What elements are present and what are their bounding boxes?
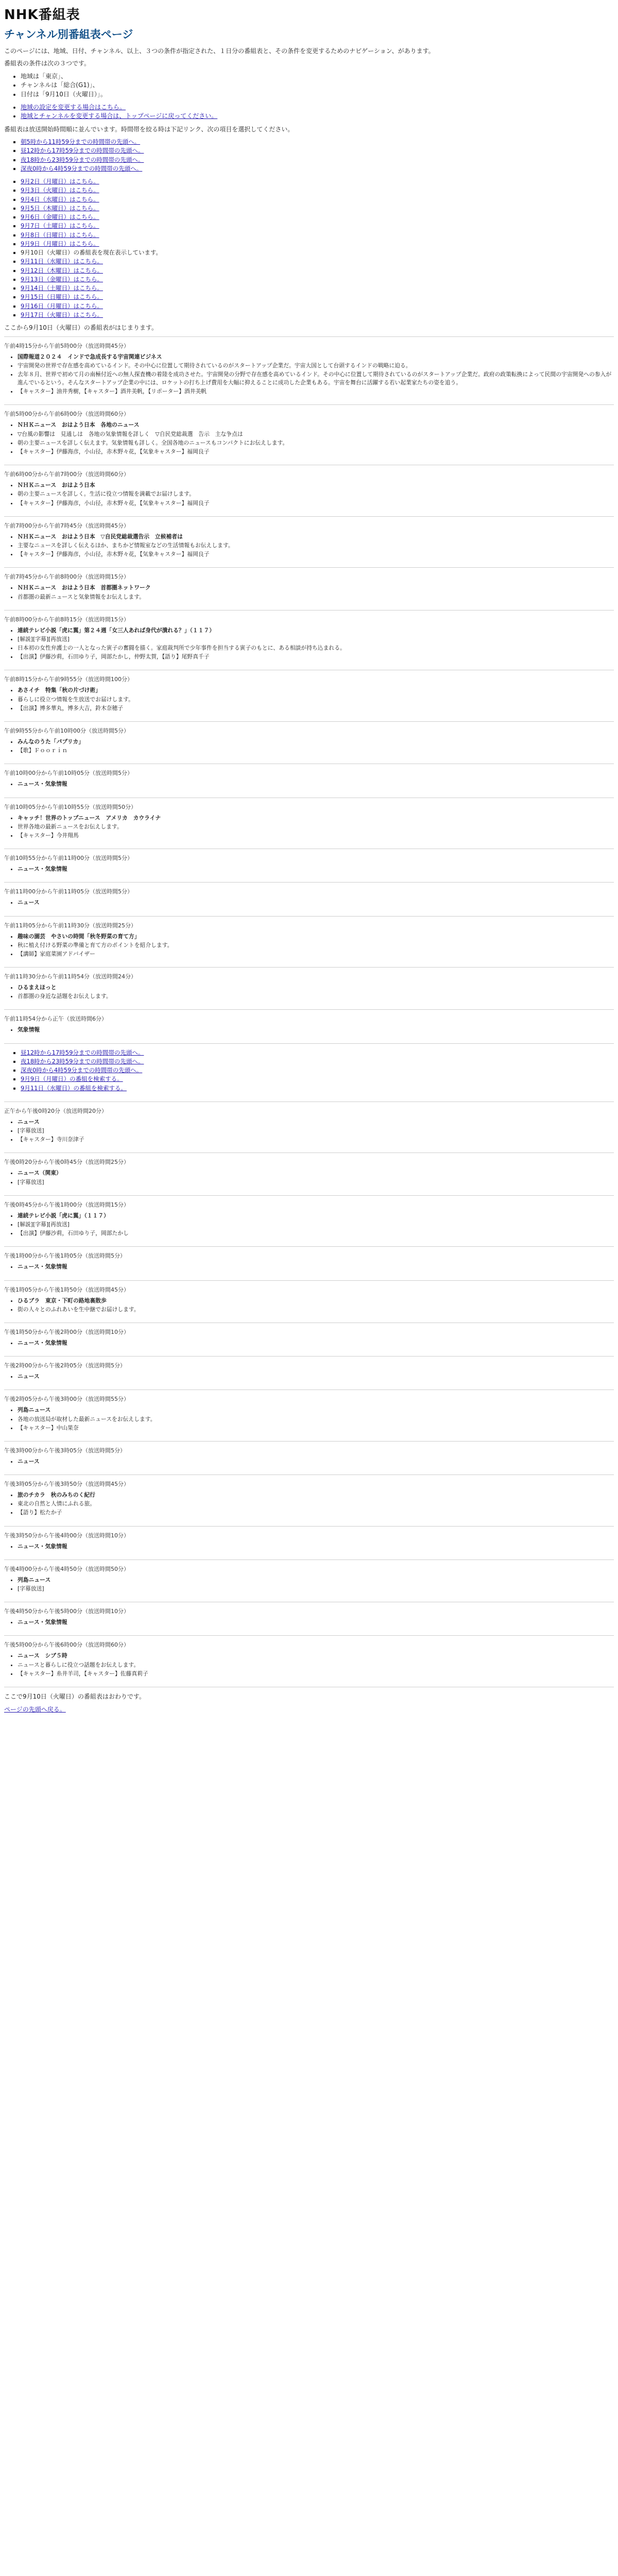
- program-detail-line: • 去年８月、世界で初めて月の南極付近への無人探査機の着陸を成功させた。宇宙開発の分野で存在感を高めているインド。その中心に位置して期待されているのがスタートアップ企業だ。政府の政策転換によって民間の宇宙開発への参入が進んでいるという。そんなスタートアップ企業の中には、ロケットの打ち上げ費用を大幅に抑えることに成功した企業もある。宇宙を舞台に活躍する若い起業家たちの姿を追う。: [18, 370, 614, 387]
- program-slot: [4, 670, 614, 721]
- program-time: 正午から午後0時20分（放送時間20分）: [4, 1107, 107, 1114]
- time-nav-item: [21, 156, 614, 164]
- program-detail-line: • 首都圏の最新ニュースと気象情報をお伝えします。: [18, 593, 614, 601]
- program-time: 午前11時05分から午前11時30分（放送時間25分）: [4, 922, 136, 929]
- program-detail-line: • [字幕放送]: [18, 1127, 614, 1135]
- mid-navigation: [4, 1043, 614, 1101]
- program-details: [4, 421, 614, 456]
- program-details: [4, 1406, 614, 1432]
- program-slot: [4, 1195, 614, 1247]
- program-detail-line: • 街の人々とのふれあいを生中継でお届けします。: [18, 1306, 614, 1314]
- program-detail-line: • 【出演】伊藤沙莉，石田ゆり子，岡部たかし，仲野太賀，【語り】尾野真千子: [18, 653, 614, 661]
- program-time: 午前8時00分から午前8時15分（放送時間15分）: [4, 616, 129, 623]
- date-nav-link[interactable]: 9月6日（金曜日）はこちら。: [21, 213, 99, 221]
- program-slot: [4, 516, 614, 568]
- program-details: [4, 814, 614, 840]
- date-nav-link[interactable]: 9月15日（日曜日）はこちら。: [21, 293, 103, 301]
- program-time: 午前11時30分から午前11時54分（放送時間24分）: [4, 973, 136, 980]
- intro-text: このページには、地域、日付、チャンネル、以上、３つの条件が指定された、１日分の番組表と、その条件を変更するためのナビゲーション、があります。: [4, 47, 435, 55]
- program-title: • ニュース・気象情報: [18, 865, 614, 873]
- condition-date: • 日付は「9月10日（火曜日）」。: [21, 90, 614, 99]
- program-title: • あさイチ 特集「秋の片づけ術」: [18, 686, 614, 694]
- program-title: • ＮＨＫニュース おはよう日本: [18, 481, 614, 489]
- program-details: [4, 533, 614, 559]
- program-title: • ニュース: [18, 1118, 614, 1126]
- program-detail-line: • [字幕放送]: [18, 1178, 614, 1187]
- program-details: [4, 1576, 614, 1593]
- program-time: 午前10時05分から午前10時55分（放送時間50分）: [4, 803, 136, 810]
- program-title: • ニュース・気象情報: [18, 1263, 614, 1271]
- date-nav-item: [21, 177, 614, 186]
- program-detail-line: • 【語り】松たか子: [18, 1509, 614, 1517]
- date-nav-link[interactable]: 9月14日（土曜日）はこちら。: [21, 284, 103, 292]
- program-details: [4, 1339, 614, 1347]
- program-time: 午前11時00分から午前11時05分（放送時間5分）: [4, 888, 133, 895]
- date-nav-link[interactable]: 9月3日（火曜日）はこちら。: [21, 187, 99, 194]
- date-nav-item: [21, 240, 614, 248]
- date-nav-item: [21, 195, 614, 204]
- program-time: 午後3時00分から午後3時05分（放送時間5分）: [4, 1447, 126, 1454]
- program-details: [4, 984, 614, 1001]
- program-details: [4, 1491, 614, 1517]
- date-nav-link[interactable]: 9月12日（木曜日）はこちら。: [21, 266, 103, 274]
- date-nav-link[interactable]: 9月17日（火曜日）はこちら。: [21, 311, 103, 318]
- program-slot: [4, 1356, 614, 1389]
- date-nav-item: [21, 204, 614, 213]
- time-nav-link[interactable]: 深夜0時から4時59分までの時間帯の先頭へ。: [21, 164, 143, 172]
- program-title: • ニュース: [18, 899, 614, 907]
- time-nav-item: [21, 164, 614, 173]
- program-list: [4, 336, 614, 1043]
- program-time: 午後0時45分から午後1時00分（放送時間15分）: [4, 1201, 129, 1208]
- program-details: [4, 1212, 614, 1238]
- program-title: • ニュース（関東）: [18, 1169, 614, 1177]
- program-title: • 連続テレビ小説「虎に翼」（１１７）: [18, 1212, 614, 1220]
- mid-nav-links: [4, 1048, 614, 1093]
- date-nav-link[interactable]: 9月8日（日曜日）はこちら。: [21, 231, 99, 239]
- mid-nav-item: [21, 1048, 614, 1057]
- program-time: 午前6時00分から午前7時00分（放送時間60分）: [4, 471, 129, 478]
- program-details: [4, 933, 614, 959]
- date-links: [4, 177, 614, 319]
- program-details: [4, 481, 614, 507]
- mid-nav-item: [21, 1066, 614, 1075]
- mid-nav-link[interactable]: 深夜0時から4時59分までの時間帯の先頭へ。: [21, 1066, 143, 1074]
- program-details: [4, 353, 614, 396]
- program-detail-line: • ▽台風の影響は 見通しは 各地の気象情報を詳しく ▽自民党総裁選 告示 主な争点は: [18, 430, 614, 438]
- program-detail-line: • 秋に植え付ける野菜の準備と育て方のポイントを紹介します。: [18, 941, 614, 950]
- program-detail-line: • 【歌】Ｆｏｏｒｉｎ: [18, 747, 614, 755]
- program-title: • 気象情報: [18, 1026, 614, 1034]
- program-slot: [4, 1323, 614, 1356]
- program-details: [4, 1297, 614, 1314]
- program-title: • 趣味の園芸 やさいの時間「秋冬野菜の育て方」: [18, 933, 614, 941]
- conditions-label: 番組表の条件は次の３つです。: [4, 60, 91, 67]
- program-details: [4, 626, 614, 662]
- program-detail-line: • 朝の主要ニュースを詳しく。生活に役立つ情報を満載でお届けします。: [18, 490, 614, 498]
- program-slot: [4, 1602, 614, 1635]
- program-time: 午前9時55分から午前10時00分（放送時間5分）: [4, 727, 129, 735]
- program-slot: [4, 610, 614, 670]
- program-slot: [4, 1101, 614, 1153]
- page-footer: [4, 1687, 614, 1719]
- program-title: • 列島ニュース: [18, 1406, 614, 1414]
- program-details: [4, 686, 614, 713]
- program-time: 午前11時54分から正午（放送時間6分）: [4, 1015, 107, 1023]
- program-time: 午前7時45分から午前8時00分（放送時間15分）: [4, 573, 129, 581]
- program-slot: [4, 1153, 614, 1195]
- program-time: 午後5時00分から午後6時00分（放送時間60分）: [4, 1641, 129, 1649]
- program-slot: [4, 882, 614, 916]
- date-nav-item: [21, 248, 614, 257]
- program-detail-line: • 【キャスター】中山果奈: [18, 1424, 614, 1432]
- program-detail-line: • [解説][字幕][再放送]: [18, 1221, 614, 1229]
- program-slot: [4, 1246, 614, 1280]
- program-title: • 列島ニュース: [18, 1576, 614, 1584]
- program-title: • ＮＨＫニュース おはよう日本 各地のニュース: [18, 421, 614, 429]
- change-links: [4, 103, 614, 121]
- list-end: ここで9月10日（火曜日）の番組表はおわりです。: [4, 1692, 145, 1700]
- program-time: 午後3時50分から午後4時00分（放送時間10分）: [4, 1532, 129, 1539]
- program-title: • キャッチ！世界のトップニュース アメリカ カウライナ: [18, 814, 614, 822]
- program-slot: [4, 849, 614, 882]
- program-detail-line: • 【講師】家庭菜園アドバイザー: [18, 950, 614, 958]
- program-details: [4, 1372, 614, 1381]
- date-nav-link[interactable]: 9月7日（土曜日）はこちら。: [21, 222, 99, 230]
- program-title: • ＮＨＫニュース おはよう日本 ▽自民党総裁選告示 立候補者は: [18, 533, 614, 541]
- mid-nav-item: [21, 1084, 614, 1093]
- date-nav-link[interactable]: 9月16日（月曜日）はこちら。: [21, 302, 103, 310]
- program-details: [4, 738, 614, 755]
- program-title: • ニュース・気象情報: [18, 780, 614, 788]
- date-nav-link[interactable]: 9月11日（水曜日）はこちら。: [21, 258, 103, 265]
- program-detail-line: • 【キャスター】寺川奈津子: [18, 1136, 614, 1144]
- time-nav-link[interactable]: 朝5時から11時59分までの時間帯の先頭へ。: [21, 138, 141, 146]
- program-details: [4, 1263, 614, 1271]
- program-title: • ニュース・気象情報: [18, 1543, 614, 1551]
- program-detail-line: • 宇宙開発の世界で存在感を高めているインド。その中心に位置して期待されているのがスタートアップ企業だ。宇宙大国として台頭するインドの戦略に迫る。: [18, 362, 614, 370]
- program-slot: [4, 1441, 614, 1475]
- date-nav-item: [21, 257, 614, 266]
- date-nav-current: 9月10日（火曜日）の番組表を現在表示しています。: [21, 249, 162, 257]
- program-slot: [4, 1560, 614, 1602]
- program-details: [4, 899, 614, 907]
- time-nav-item: [21, 138, 614, 146]
- date-nav-link[interactable]: 9月9日（月曜日）はこちら。: [21, 240, 99, 247]
- program-slot: [4, 721, 614, 764]
- program-time: 午後2時05分から午後3時00分（放送時間55分）: [4, 1396, 129, 1403]
- program-detail-line: • 各地の放送局が取材した最新ニュースをお伝えします。: [18, 1415, 614, 1423]
- program-slot: [4, 916, 614, 968]
- program-title: • 連続テレビ小説「虎に翼」第２４週「女三人あれば身代が潰れる？」（１１７）: [18, 626, 614, 635]
- time-nav-item: [21, 146, 614, 155]
- date-nav-item: [21, 231, 614, 240]
- program-detail-line: • 主要なニュースを詳しく伝えるほか、まちかど情報室などの生活情報もお伝えします。: [18, 541, 614, 550]
- program-detail-line: • 首都圏の身近な話題をお伝えします。: [18, 992, 614, 1001]
- mid-nav-item: [21, 1075, 614, 1083]
- return-top-link[interactable]: ページの先頭へ戻る。: [4, 1706, 66, 1714]
- program-time: 午後2時00分から午後2時05分（放送時間5分）: [4, 1362, 126, 1369]
- time-nav-link[interactable]: 昼12時から17時59分までの時間帯の先頭へ。: [21, 147, 144, 155]
- date-nav-link[interactable]: 9月13日（金曜日）はこちら。: [21, 275, 103, 283]
- date-nav-item: [21, 293, 614, 301]
- mid-nav-item: [21, 1057, 614, 1066]
- date-nav-item: [21, 302, 614, 311]
- program-detail-line: • ニュースと暮らしに役立つ話題をお伝えします。: [18, 1661, 614, 1669]
- program-detail-line: • 朝の主要ニュースを詳しく伝えます。気象情報も詳しく。全国各地のニュースもコンパクトにお伝えします。: [18, 439, 614, 447]
- program-time: 午後1時50分から午後2時00分（放送時間10分）: [4, 1328, 129, 1335]
- program-detail-line: • 【キャスター】油井秀樹，【キャスター】酒井美帆，【リポーター】酒井美帆: [18, 387, 614, 396]
- condition-channel: • チャンネルは「総合(G1)」、: [21, 81, 614, 90]
- page-title: NHK番組表: [4, 7, 80, 23]
- date-nav-item: [21, 222, 614, 230]
- program-title: • ニュース: [18, 1458, 614, 1466]
- program-details: [4, 1458, 614, 1466]
- program-time: 午後4時50分から午後5時00分（放送時間10分）: [4, 1608, 129, 1615]
- mid-nav-link[interactable]: 9月11日（水曜日）の番組を検索する。: [21, 1084, 127, 1092]
- program-time: 午後1時05分から午後1時50分（放送時間45分）: [4, 1286, 129, 1293]
- program-title: • ひるブラ 東京・下町の路地裏散歩: [18, 1297, 614, 1305]
- program-detail-line: • 【キャスター】糸井羊司，【キャスター】佐藤真莉子: [18, 1670, 614, 1678]
- program-slot: [4, 336, 614, 405]
- date-nav-item: [21, 284, 614, 293]
- program-detail-line: • 【キャスター】伊藤海彦，小山径，赤木野々花，【気象キャスター】福岡良子: [18, 550, 614, 558]
- date-nav-item: [21, 275, 614, 284]
- program-slot: [4, 967, 614, 1009]
- date-nav-link[interactable]: 9月2日（月曜日）はこちら。: [21, 178, 99, 185]
- program-time: 午前5時00分から午前6時00分（放送時間60分）: [4, 411, 129, 418]
- program-details: [4, 1618, 614, 1626]
- program-time: 午後3時05分から午後3時50分（放送時間45分）: [4, 1481, 129, 1488]
- program-slot: [4, 567, 614, 609]
- program-time: 午後1時00分から午後1時05分（放送時間5分）: [4, 1252, 126, 1260]
- program-time: 午前4時15分から午前5時00分（放送時間45分）: [4, 342, 129, 349]
- program-details: [4, 780, 614, 788]
- date-nav-item: [21, 213, 614, 222]
- program-time: 午前10時55分から午前11時00分（放送時間5分）: [4, 855, 133, 862]
- date-nav-link[interactable]: 9月4日（水曜日）はこちら。: [21, 195, 99, 203]
- program-details: [4, 1652, 614, 1678]
- time-links: [4, 138, 614, 173]
- mid-nav-link[interactable]: 9月9日（月曜日）の番組を検索する。: [21, 1075, 123, 1083]
- program-list-afternoon: [4, 1101, 614, 1687]
- mid-nav-link[interactable]: 昼12時から17時59分までの時間帯の先頭へ。: [21, 1048, 144, 1056]
- program-details: [4, 1543, 614, 1551]
- program-details: [4, 584, 614, 601]
- program-slot: [4, 1475, 614, 1526]
- program-time: 午前8時15分から午前9時55分（放送時間100分）: [4, 676, 133, 683]
- program-title: • 国際報道２０２４ インドで急成長する宇宙関連ビジネス: [18, 353, 614, 361]
- program-details: [4, 1026, 614, 1034]
- program-title: • ＮＨＫニュース おはよう日本 首都圏ネットワーク: [18, 584, 614, 592]
- program-title: • ニュース: [18, 1372, 614, 1381]
- list-start: ここから9月10日（火曜日）の番組表がはじまります。: [4, 324, 158, 332]
- program-time: 午後0時20分から午後0時45分（放送時間25分）: [4, 1159, 129, 1166]
- program-details: [4, 865, 614, 873]
- program-slot: [4, 1635, 614, 1687]
- program-slot: [4, 404, 614, 465]
- date-nav-link[interactable]: 9月5日（木曜日）はこちら。: [21, 204, 99, 212]
- change-region-link[interactable]: 地域の設定を変更する場合はこちら。: [21, 103, 126, 111]
- program-detail-line: • [字幕放送]: [18, 1585, 614, 1593]
- program-time: 午後4時00分から午後4時50分（放送時間50分）: [4, 1565, 129, 1572]
- program-title: • 旅のチカラ 秋のみちのく紀行: [18, 1491, 614, 1499]
- program-detail-line: • 世界各地の最新ニュースをお伝えします。: [18, 823, 614, 831]
- program-slot: [4, 1280, 614, 1323]
- program-title: • ニュース シブ５時: [18, 1652, 614, 1660]
- program-slot: [4, 764, 614, 797]
- program-details: [4, 1118, 614, 1144]
- program-detail-line: • 暮らしに役立つ情報を生放送でお届けします。: [18, 696, 614, 704]
- page-subtitle: チャンネル別番組表ページ: [4, 28, 133, 41]
- program-detail-line: • 日本初の女性弁護士の一人となった寅子の奮闘を描く。家庭裁判所で少年事件を担当する寅子のもとに、ある相談が持ち込まれる。: [18, 644, 614, 652]
- program-detail-line: • 【出演】伊藤沙莉，石田ゆり子，岡部たかし: [18, 1229, 614, 1238]
- program-time: 午前7時00分から午前7時45分（放送時間45分）: [4, 522, 129, 529]
- date-nav-item: [21, 186, 614, 195]
- time-nav-link[interactable]: 夜18時から23時59分までの時間帯の先頭へ。: [21, 156, 144, 163]
- program-slot: [4, 465, 614, 516]
- program-time: 午前10時00分から午前10時05分（放送時間5分）: [4, 770, 133, 777]
- program-title: • ニュース・気象情報: [18, 1339, 614, 1347]
- program-detail-line: • 【キャスター】伊藤海彦，小山径，赤木野々花，【気象キャスター】福岡良子: [18, 499, 614, 507]
- condition-region: • 地域は「東京」、: [21, 72, 614, 81]
- program-detail-line: • 【キャスター】今井翔馬: [18, 832, 614, 840]
- program-title: • みんなのうた「パプリカ」: [18, 738, 614, 746]
- conditions-list: [4, 72, 614, 99]
- program-slot: [4, 1009, 614, 1043]
- program-detail-line: • 【キャスター】伊藤海彦，小山径，赤木野々花，【気象キャスター】福岡良子: [18, 448, 614, 456]
- program-title: • ひるまえほっと: [18, 984, 614, 992]
- mid-nav-link[interactable]: 夜18時から23時59分までの時間帯の先頭へ。: [21, 1057, 144, 1065]
- program-title: • ニュース・気象情報: [18, 1618, 614, 1626]
- program-detail-line: • 東北の自然と人情にふれる旅。: [18, 1500, 614, 1508]
- program-detail-line: • [解説][字幕][再放送]: [18, 635, 614, 643]
- program-slot: [4, 798, 614, 849]
- back-to-top-page-link[interactable]: 地域とチャンネルを変更する場合は、トップページに戻ってください。: [21, 112, 218, 120]
- program-slot: [4, 1389, 614, 1441]
- program-detail-line: • 【出演】博多華丸，博多大吉，鈴木奈穂子: [18, 704, 614, 713]
- program-slot: [4, 1526, 614, 1560]
- program-details: [4, 1169, 614, 1186]
- date-nav-item: [21, 311, 614, 319]
- date-nav-item: [21, 266, 614, 275]
- nav-intro: 番組表は放送開始時間順に並んでいます。時間帯を絞る時は下記リンク、次の項目を選択してください。: [4, 125, 294, 133]
